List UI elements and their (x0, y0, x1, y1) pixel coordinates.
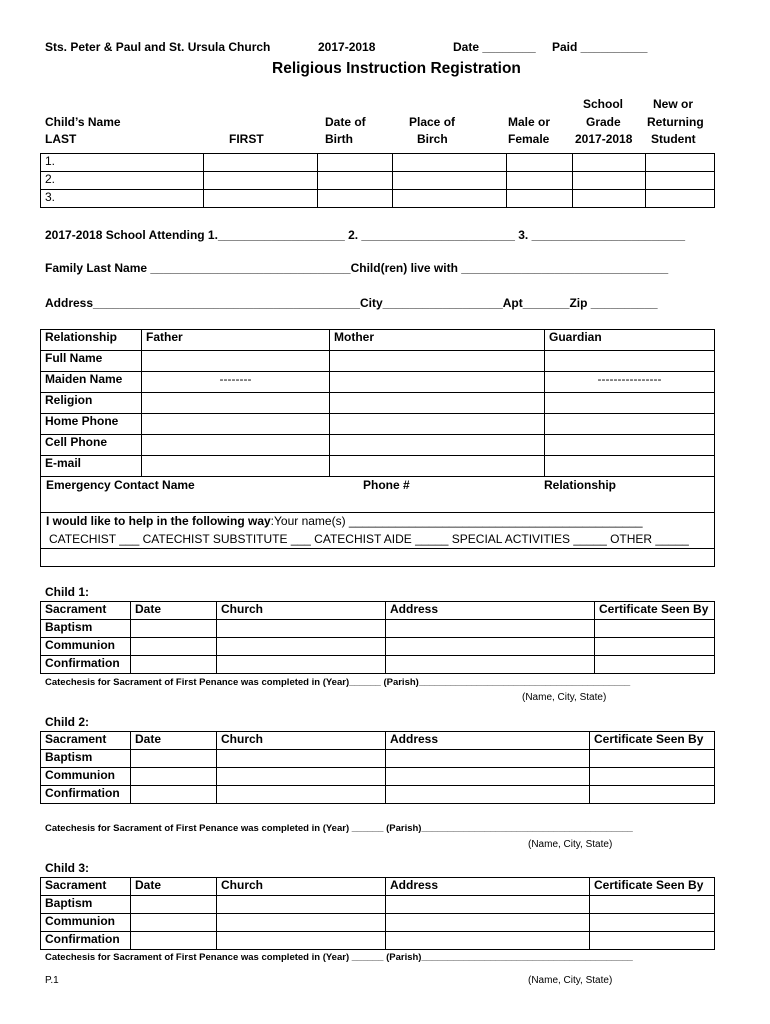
grade-header-1: School (583, 97, 624, 111)
communion-church[interactable] (217, 638, 386, 656)
communion-church[interactable] (217, 914, 386, 932)
mother-full-name[interactable] (330, 351, 545, 372)
church-name: Sts. Peter & Paul and St. Ursula Church (45, 40, 271, 54)
family-line[interactable]: Family Last Name ______________________________Child(ren) live with _______________________________ (45, 261, 669, 275)
communion-certificate[interactable] (590, 768, 715, 786)
baptism-date[interactable] (131, 896, 217, 914)
guardian-email[interactable] (545, 456, 715, 477)
child1-penance-hint: (Name, City, State) (522, 692, 607, 703)
communion-date[interactable] (131, 914, 217, 932)
sex-cell[interactable] (507, 172, 573, 190)
new-cell[interactable] (646, 172, 715, 190)
dob-header-2: Birth (325, 132, 353, 146)
child-row (41, 172, 715, 190)
father-header: Father (142, 330, 330, 351)
volunteer-line (46, 514, 643, 528)
child3-penance-hint: (Name, City, State) (528, 975, 613, 986)
confirmation-date[interactable] (131, 786, 217, 804)
confirmation-church[interactable] (217, 656, 386, 674)
confirmation-certificate[interactable] (590, 932, 715, 950)
mother-email[interactable] (330, 456, 545, 477)
page-number: P.1 (45, 975, 59, 986)
address-header: Address (386, 878, 590, 896)
child2-label: Child 2: (45, 715, 89, 729)
confirmation-church[interactable] (217, 786, 386, 804)
grade-cell[interactable] (573, 172, 646, 190)
child-row (41, 190, 715, 208)
certificate-header: Certificate Seen By (590, 732, 715, 750)
child1-penance-line[interactable]: Catechesis for Sacrament of First Penance was completed in (Year)______ (Parish)________________________________________ (45, 677, 631, 688)
dob-cell[interactable] (318, 172, 393, 190)
new-cell[interactable] (646, 190, 715, 208)
date-field[interactable]: Date ________ (453, 40, 536, 54)
new-cell[interactable] (646, 154, 715, 172)
confirmation-address[interactable] (386, 932, 590, 950)
dob-cell[interactable] (318, 154, 393, 172)
child2-penance-hint: (Name, City, State) (528, 839, 613, 850)
confirmation-label: Confirmation (41, 786, 131, 804)
child-row-number: 2. (41, 172, 204, 190)
mother-cell-phone[interactable] (330, 435, 545, 456)
sex-header-2: Female (508, 132, 550, 146)
child-row-number: 1. (41, 154, 204, 172)
new-header-2: Returning (647, 115, 704, 129)
grade-header-3: 2017-2018 (575, 132, 633, 146)
communion-address[interactable] (386, 768, 590, 786)
church-header: Church (217, 732, 386, 750)
child2-penance-line[interactable]: Catechesis for Sacrament of First Penance was completed in (Year) ______ (Parish)________________________________________ (45, 823, 633, 834)
guardian-full-name[interactable] (545, 351, 715, 372)
child-row-number: 3. (41, 190, 204, 208)
communion-label: Communion (41, 768, 131, 786)
father-maiden-na: -------- (142, 372, 330, 393)
baptism-certificate[interactable] (590, 896, 715, 914)
cell-phone-label: Cell Phone (41, 435, 142, 456)
maiden-name-label: Maiden Name (41, 372, 142, 393)
emergency-name-label: Emergency Contact Name (46, 478, 195, 492)
date-header: Date (131, 602, 217, 620)
pob-cell[interactable] (393, 190, 507, 208)
sacrament-header: Sacrament (41, 602, 131, 620)
baptism-church[interactable] (217, 750, 386, 768)
parents-table (40, 329, 715, 567)
mother-home-phone[interactable] (330, 414, 545, 435)
dob-header-1: Date of (325, 115, 366, 129)
father-full-name[interactable] (142, 351, 330, 372)
baptism-certificate[interactable] (590, 750, 715, 768)
confirmation-date[interactable] (131, 656, 217, 674)
address-header: Address (386, 602, 595, 620)
baptism-address[interactable] (386, 896, 590, 914)
child3-sacrament-table (40, 877, 715, 950)
child1-sacrament-table (40, 601, 715, 674)
address-line[interactable]: Address________________________________________City__________________Apt_______Zip __________ (45, 296, 658, 310)
guardian-cell-phone[interactable] (545, 435, 715, 456)
paid-field[interactable]: Paid __________ (552, 40, 648, 54)
confirmation-certificate[interactable] (590, 786, 715, 804)
guardian-religion[interactable] (545, 393, 715, 414)
communion-address[interactable] (386, 914, 590, 932)
communion-date[interactable] (131, 638, 217, 656)
emergency-phone-label: Phone # (363, 478, 410, 492)
grade-cell[interactable] (573, 154, 646, 172)
dob-cell[interactable] (318, 190, 393, 208)
baptism-address[interactable] (386, 750, 590, 768)
blank-row[interactable] (41, 549, 715, 567)
communion-certificate[interactable] (595, 638, 715, 656)
grade-header-2: Grade (586, 115, 621, 129)
sacrament-header: Sacrament (41, 878, 131, 896)
confirmation-address[interactable] (386, 786, 590, 804)
confirmation-label: Confirmation (41, 932, 131, 950)
confirmation-label: Confirmation (41, 656, 131, 674)
form-title: Religious Instruction Registration (272, 60, 521, 77)
child3-label: Child 3: (45, 861, 89, 875)
confirmation-certificate[interactable] (595, 656, 715, 674)
school-attending-line[interactable]: 2017-2018 School Attending 1.___________________ 2. _______________________ 3. _______________________ (45, 228, 686, 242)
new-header-1: New or (653, 97, 694, 111)
father-email[interactable] (142, 456, 330, 477)
baptism-label: Baptism (41, 750, 131, 768)
child1-label: Child 1: (45, 585, 89, 599)
volunteer-prompt: I would like to help in the following way (46, 514, 271, 528)
sex-cell[interactable] (507, 154, 573, 172)
church-header: Church (217, 602, 386, 620)
child-row (41, 154, 715, 172)
emergency-relationship-label: Relationship (544, 478, 617, 492)
volunteer-options[interactable]: CATECHIST ___ CATECHIST SUBSTITUTE ___ CATECHIST AIDE _____ SPECIAL ACTIVITIES _____ OTHER _____ (49, 532, 689, 546)
grade-cell[interactable] (573, 190, 646, 208)
date-header: Date (131, 878, 217, 896)
first-name-cell[interactable] (204, 172, 318, 190)
first-name-cell[interactable] (204, 190, 318, 208)
father-home-phone[interactable] (142, 414, 330, 435)
confirmation-church[interactable] (217, 932, 386, 950)
child2-sacrament-table (40, 731, 715, 804)
school-year: 2017-2018 (318, 40, 376, 54)
relationship-header: Relationship (41, 330, 142, 351)
children-table (40, 153, 715, 208)
confirmation-date[interactable] (131, 932, 217, 950)
baptism-certificate[interactable] (595, 620, 715, 638)
address-header: Address (386, 732, 590, 750)
baptism-label: Baptism (41, 896, 131, 914)
child-name-header: Child’s Name (45, 115, 121, 129)
father-cell-phone[interactable] (142, 435, 330, 456)
communion-date[interactable] (131, 768, 217, 786)
mother-religion[interactable] (330, 393, 545, 414)
date-header: Date (131, 732, 217, 750)
pob-header-2: Birch (417, 132, 448, 146)
baptism-address[interactable] (386, 620, 595, 638)
volunteer-name-field[interactable]: :Your name(s) ____________________________________________ (270, 514, 643, 528)
communion-certificate[interactable] (590, 914, 715, 932)
guardian-home-phone[interactable] (545, 414, 715, 435)
baptism-label: Baptism (41, 620, 131, 638)
sex-cell[interactable] (507, 190, 573, 208)
child3-penance-line[interactable]: Catechesis for Sacrament of First Penance was completed in (Year) ______ (Parish)________________________________________ (45, 952, 633, 963)
mother-maiden-name[interactable] (330, 372, 545, 393)
emergency-contact-row[interactable] (41, 477, 715, 513)
home-phone-label: Home Phone (41, 414, 142, 435)
certificate-header: Certificate Seen By (595, 602, 715, 620)
communion-label: Communion (41, 914, 131, 932)
communion-church[interactable] (217, 768, 386, 786)
pob-cell[interactable] (393, 172, 507, 190)
certificate-header: Certificate Seen By (590, 878, 715, 896)
church-header: Church (217, 878, 386, 896)
new-header-3: Student (651, 132, 696, 146)
full-name-label: Full Name (41, 351, 142, 372)
pob-cell[interactable] (393, 154, 507, 172)
father-religion[interactable] (142, 393, 330, 414)
sacrament-header: Sacrament (41, 732, 131, 750)
communion-label: Communion (41, 638, 131, 656)
sex-header-1: Male or (508, 115, 551, 129)
baptism-church[interactable] (217, 620, 386, 638)
religion-label: Religion (41, 393, 142, 414)
email-label: E-mail (41, 456, 142, 477)
guardian-maiden-na: ---------------- (545, 372, 715, 393)
baptism-date[interactable] (131, 620, 217, 638)
first-header: FIRST (229, 132, 264, 146)
confirmation-address[interactable] (386, 656, 595, 674)
volunteer-row[interactable] (41, 513, 715, 549)
mother-header: Mother (330, 330, 545, 351)
pob-header-1: Place of (409, 115, 456, 129)
communion-address[interactable] (386, 638, 595, 656)
guardian-header: Guardian (545, 330, 715, 351)
baptism-church[interactable] (217, 896, 386, 914)
last-header: LAST (45, 132, 77, 146)
first-name-cell[interactable] (204, 154, 318, 172)
baptism-date[interactable] (131, 750, 217, 768)
